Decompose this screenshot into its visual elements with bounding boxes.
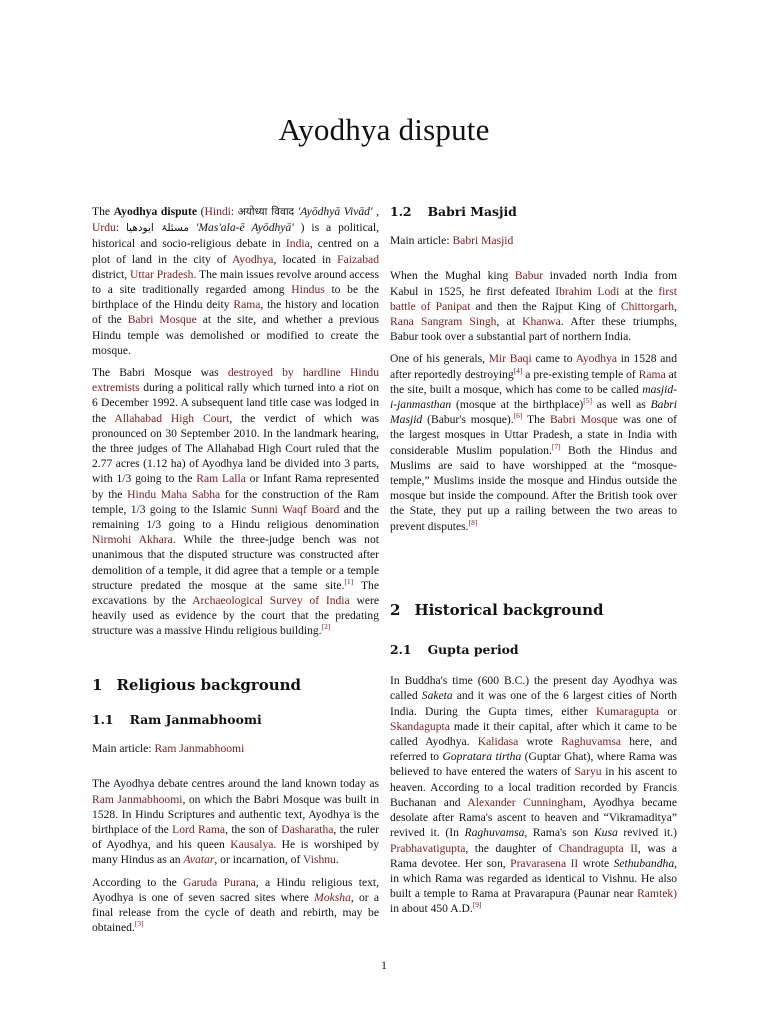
subsection-heading-gupta-period <box>390 642 677 657</box>
text: during a political rally which turned into a riot on 6 December 1992. A subsequent land title case was lodged in the <box>92 381 379 425</box>
text: , in which Rama was regarded as identical to Vishnu. He also built a temple to Rama at Pravarapura (Paunar near <box>390 856 678 901</box>
link-rama-2[interactable]: Rama <box>638 367 666 381</box>
text: The <box>92 205 114 218</box>
link-babri-mosque-2[interactable]: Babri Mosque <box>549 413 618 427</box>
text: at the site, built a mosque, which has come to be called <box>390 367 677 396</box>
link-first-battle-of-panipat[interactable]: first battle of Panipat <box>390 284 677 313</box>
link-main-ram-janmabhoomi[interactable]: Ram Janmabhoomi <box>154 742 245 756</box>
link-pravarasena-ii[interactable]: Pravarasena II <box>510 856 579 870</box>
paragraph-garuda-purana <box>92 875 379 936</box>
link-chandragupta-ii[interactable]: Chandragupta II <box>558 841 638 855</box>
citation-6[interactable]: [6] <box>513 411 523 421</box>
text: , <box>372 205 379 218</box>
text: . The main issues revolve around access to a site traditionally regarded among <box>92 267 379 297</box>
link-rama[interactable]: Rama <box>233 298 261 312</box>
text: or Infant Rama represented by the <box>92 472 379 501</box>
italic-term: masjid-i-janmasthan <box>390 382 677 412</box>
text: (mosque at the birthplace) <box>451 398 584 412</box>
link-sunni-waqf-board[interactable]: Sunni Waqf Board <box>250 502 340 516</box>
text: When the Mughal king <box>390 269 515 283</box>
citation-3[interactable]: [3] <box>134 919 144 929</box>
citation-8[interactable]: [8] <box>468 517 478 527</box>
link-babur[interactable]: Babur <box>514 269 544 283</box>
link-allahabad-high-court[interactable]: Allahabad High Court <box>114 411 230 425</box>
link-ayodhya-2[interactable]: Ayodhya <box>575 352 618 366</box>
link-hindi[interactable]: Hindi <box>204 205 231 218</box>
link-avatar[interactable]: Avatar <box>183 853 215 867</box>
text: made it their capital, after which it came to be called Ayodhya. <box>390 719 677 749</box>
text: According to the <box>92 875 184 889</box>
link-kalidasa[interactable]: Kalidasa <box>477 735 519 749</box>
subsection-title: Gupta period <box>427 642 519 658</box>
text: One of his generals, <box>390 352 489 366</box>
text: revived it.) <box>617 826 677 840</box>
text <box>189 221 196 234</box>
link-lord-rama[interactable]: Lord Rama <box>172 822 226 836</box>
text: in 1528 and after reportedly destroying <box>390 352 678 381</box>
urdu-script: مسئلۂ ایودھیا <box>125 222 189 235</box>
subsection-number: 1.1 <box>92 711 114 727</box>
text: : <box>230 205 238 218</box>
text: wrote <box>578 856 614 870</box>
section-heading-historical-background <box>390 600 677 619</box>
paragraph-babur <box>390 268 677 344</box>
text: The Ayodhya debate centres around the land known today as <box>92 777 379 791</box>
article-subject: Ayodhya dispute <box>113 205 197 218</box>
text: in his ascent to heaven. According to a local tradition recorded by Francis Buchanan and <box>390 765 677 809</box>
link-skandagupta[interactable]: Skandagupta <box>390 719 450 733</box>
intro-paragraph-1 <box>92 204 379 358</box>
italic-term: Gopratara tirtha <box>442 750 522 764</box>
text: here, and referred to <box>390 735 677 764</box>
left-column <box>92 204 379 942</box>
text: to be the birthplace of the Hindu deity <box>92 283 379 312</box>
text: Main article: <box>390 234 453 248</box>
subsection-title: Babri Masjid <box>427 204 517 219</box>
text: (Babur's mosque). <box>422 413 514 427</box>
text: at the <box>619 284 659 298</box>
link-ayodhya[interactable]: Ayodhya <box>231 252 274 266</box>
text: wrote <box>518 735 562 749</box>
page-title: Ayodhya dispute <box>278 112 490 147</box>
text: was one of the largest mosques in Uttar Pradesh, a state in India with considerable Muslim population. <box>390 413 678 457</box>
text: and the remaining 1/3 going to a Hindu religious denomination <box>92 502 379 532</box>
text: , a Hindu religious text, Ayodhya is one of seven sacred sites where <box>92 875 380 904</box>
intro-paragraph-2 <box>92 365 379 639</box>
link-vishnu[interactable]: Vishnu <box>303 853 336 867</box>
text: . <box>335 853 339 867</box>
text: as well as <box>591 398 651 412</box>
link-ramtek[interactable]: Ramtek) <box>637 887 677 901</box>
subsection-heading-ram-janmabhoomi <box>92 712 379 727</box>
text: , the ruler of Ayodhya, and his queen <box>92 822 380 852</box>
text: , the verdict of which was pronounced on 30 September 2010. In the landmark hearing, the three judges of The Allahabad High Court ruled that the 2.77 acres (1.12 ha) of Ayodhya land be divided into 3 parts, with 1/3 going to the <box>92 411 379 486</box>
urdu-transliteration: 'Mas'ala-ē Ayōdhyā' <box>195 221 294 235</box>
text: and then the Rajput King of <box>470 299 621 313</box>
text: Both the Hindus and Muslims are said to have worshipped at the “mosque-temple,” Muslims inside the mosque and Hindus outside the mosque but inside the compound. After the British took over the State, they put up a railing between the two areas to prevent disputes. <box>390 443 677 533</box>
link-faizabad[interactable]: Faizabad <box>337 252 380 266</box>
subsection-number: 1.2 <box>390 204 412 219</box>
citation-4[interactable]: [4] <box>513 365 523 375</box>
subsection-number: 2.1 <box>390 642 412 658</box>
text: district, <box>92 267 130 281</box>
italic-term: Babri Masjid <box>390 398 678 427</box>
link-moksha[interactable]: Moksha <box>314 890 351 904</box>
paragraph-mir-baqi <box>390 351 677 533</box>
link-ram-janmabhoomi[interactable]: Ram Janmabhoomi <box>92 792 183 806</box>
link-raghuvamsa[interactable]: Raghuvamsa <box>561 735 622 749</box>
text: and it was one of the 6 largest cities of North India. During the Gupta times, either <box>390 689 677 718</box>
text: . After these triumphs, Babur took over a substantial part of northern India. <box>390 315 678 344</box>
page-number: 1 <box>381 960 387 972</box>
text: ( <box>196 205 205 218</box>
text: ) is a political, historical and socio-religious debate in <box>92 221 379 251</box>
link-hindus[interactable]: Hindus <box>291 283 325 297</box>
text: for the construction of the Ram temple, 1/3 going to the Islamic <box>92 487 379 516</box>
link-mir-baqi[interactable]: Mir Baqi <box>488 352 532 366</box>
link-destroyed[interactable]: destroyed by hardline Hindu extremists <box>92 366 379 395</box>
link-nirmohi-akhara[interactable]: Nirmohi Akhara <box>92 533 173 547</box>
link-alexander-cunningham[interactable]: Alexander Cunningham <box>467 795 583 809</box>
section-number: 1 <box>92 675 103 694</box>
section-heading-religious-background <box>92 675 379 694</box>
italic-term: Saketa <box>421 689 453 703</box>
link-garuda-purana[interactable]: Garuda Purana <box>183 875 256 889</box>
hindi-script: अयोध्या विवाद <box>237 206 295 218</box>
text: , or a final release from the cycle of death and rebirth, may be obtained. <box>92 890 380 935</box>
section-number: 2 <box>390 600 401 619</box>
link-india[interactable]: India <box>285 237 310 251</box>
citation-9[interactable]: [9] <box>472 900 482 910</box>
link-urdu[interactable]: Urdu <box>92 221 116 235</box>
link-ram-lalla[interactable]: Ram Lalla <box>196 472 246 486</box>
text: or <box>659 704 677 718</box>
text: The excavations by the <box>92 578 380 608</box>
link-uttar-pradesh[interactable]: Uttar Pradesh <box>130 267 194 281</box>
paragraph-ram-janmabhoomi <box>92 776 379 867</box>
text: , located in <box>273 252 338 266</box>
text: In Buddha's time (600 B.C.) the present day Ayodhya was called <box>390 674 677 703</box>
text: : <box>115 221 126 235</box>
link-saryu[interactable]: Saryu <box>574 765 602 779</box>
link-rana-sangram-singh[interactable]: Rana Sangram Singh <box>390 315 497 329</box>
text: at the site, and whether a previous Hindu temple was demolished or modified to create the mosque. <box>92 313 379 357</box>
hindi-transliteration: 'Ayōdhyā Vivād' <box>297 205 373 218</box>
text: , Rama's son <box>524 826 594 840</box>
text: a pre-existing temple of <box>522 367 639 381</box>
link-prabhavatigupta[interactable]: Prabhavatigupta <box>390 841 466 855</box>
text: came to <box>531 352 576 366</box>
text: , was a Rama devotee. Her son, <box>390 841 678 870</box>
text: were heavily used as evidence by the court that the predating structure was a massive Hindu religious building. <box>92 594 379 638</box>
text: , Ayodhya became desolate after Rama's ascent to heaven and “Vikramaditya” revived it. (In <box>390 795 677 840</box>
right-column <box>390 204 677 924</box>
text: (Guptar Ghat), where Rama was believed to have entered the waters of <box>390 750 677 779</box>
text: , the son of <box>225 822 282 836</box>
text: Main article: <box>92 742 155 756</box>
text: invaded north India from Kabul in 1525, he first defeated <box>390 269 677 298</box>
text: The <box>522 413 550 427</box>
link-hindu-maha-sabha[interactable]: Hindu Maha Sabha <box>127 487 221 501</box>
section-title: Religious background <box>116 675 302 694</box>
citation-2[interactable]: [2] <box>321 622 331 632</box>
main-article-note <box>92 741 379 756</box>
paragraph-gupta-period <box>390 673 677 916</box>
link-kumaragupta[interactable]: Kumaragupta <box>595 704 660 718</box>
italic-term: Sethubandha <box>613 856 675 870</box>
text: , on which the Babri Mosque was built in 1528. In Hindu Scriptures and authentic text, Ayodhya is the birthplace of the <box>92 792 379 836</box>
main-article-note <box>390 233 677 248</box>
subsection-title: Ram Janmabhoomi <box>129 711 262 727</box>
subsection-heading-babri-masjid <box>390 204 677 219</box>
link-chittorgarh[interactable]: Chittorgarh <box>620 299 675 313</box>
italic-term: Raghuvamsa <box>464 826 525 840</box>
link-babri-mosque[interactable]: Babri Mosque <box>127 313 197 327</box>
text: , the history and location of the <box>92 298 379 327</box>
italic-term: Kusa <box>593 826 618 840</box>
text: , the daughter of <box>465 841 559 855</box>
link-dasharatha[interactable]: Dasharatha <box>281 822 334 836</box>
text: , centred on a plot of land in the city of <box>92 237 379 266</box>
text: , or incarnation, of <box>214 853 304 867</box>
text: The Babri Mosque was <box>92 366 228 380</box>
link-archaeological-survey[interactable]: Archaeological Survey of India <box>192 594 350 608</box>
citation-1[interactable]: [1] <box>344 577 354 587</box>
text: . While the three-judge bench was not unanimous that the disputed structure was constructed after demolition of a temple, it did agree that a temple or a temple structure predated the mosque at the same site. <box>92 533 379 592</box>
citation-7[interactable]: [7] <box>551 441 561 451</box>
link-kausalya[interactable]: Kausalya <box>230 838 274 852</box>
link-khanwa[interactable]: Khanwa <box>522 315 561 329</box>
section-title: Historical background <box>414 600 604 619</box>
text: , <box>674 299 677 313</box>
link-main-babri-masjid[interactable]: Babri Masjid <box>452 234 514 248</box>
citation-5[interactable]: [5] <box>583 396 592 406</box>
text: , at <box>496 315 523 329</box>
link-ibrahim-lodi[interactable]: Ibrahim Lodi <box>555 284 620 298</box>
text: in about 450 A.D. <box>390 902 473 916</box>
text: . He is worshiped by many Hindus as an <box>92 838 379 867</box>
